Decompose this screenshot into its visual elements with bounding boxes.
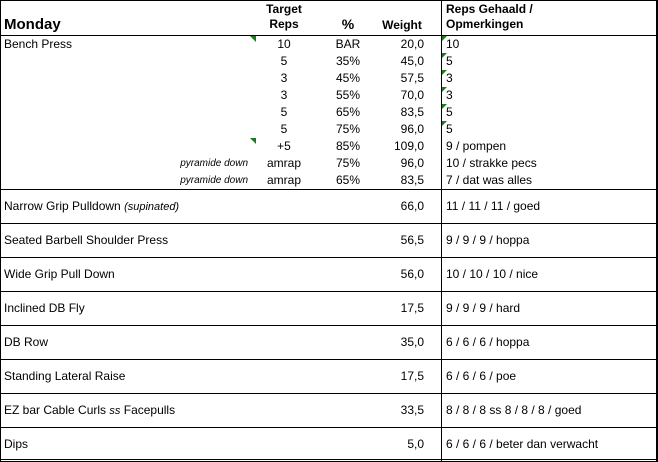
exercise-name [4,300,304,317]
exercise-name [4,266,304,283]
set-result: 5 [446,122,453,136]
row-divider [0,325,658,326]
set-note: pyramide down [180,158,248,169]
exercise-name-text: Narrow Grip Pulldown [4,199,121,213]
set-weight: 109,0 [393,139,424,153]
row-divider [0,189,658,190]
exercise-weight: 33,5 [400,403,424,417]
exercise-weight: 5,0 [407,437,424,451]
set-result: 10 / strakke pecs [446,156,537,170]
row-divider [0,223,658,224]
target-reps-header-line2: Reps [269,17,299,31]
exercise-weight: 17,5 [400,369,424,383]
column-divider [441,0,442,462]
exercise-result: 11 / 11 / 11 / goed [446,199,541,213]
set-percent: 65% [335,105,361,119]
exercise-qualifier: ss [109,405,121,417]
exercise-result: 9 / 9 / 9 / hoppa [446,233,530,247]
set-result: 5 [446,54,453,68]
exercise-name [4,436,304,453]
row-divider [0,0,658,1]
exercise-name-text: Wide Grip Pull Down [4,267,115,281]
set-percent: 85% [335,139,361,153]
comment-marker-icon [250,138,256,144]
set-weight: 83,5 [400,105,424,119]
weight-header: Weight [382,18,422,32]
row-divider [0,393,658,394]
set-weight: 96,0 [400,156,424,170]
set-target-reps: 5 [280,122,288,136]
exercise-result: 6 / 6 / 6 / poe [446,369,517,383]
set-target-reps: 10 [277,37,291,51]
exercise-result: 8 / 8 / 8 ss 8 / 8 / 8 / goed [446,403,582,417]
exercise-name [4,198,304,216]
set-target-reps: 3 [280,71,288,85]
day-title: Monday [4,16,61,33]
exercise-name-text: Seated Barbell Shoulder Press [4,233,169,247]
set-result: 3 [446,88,453,102]
set-target-reps: amrap [266,156,301,170]
row-divider [0,359,658,360]
exercise-name-text: Dips [4,437,29,451]
target-reps-header-line1: Target [266,2,302,16]
set-weight: 70,0 [400,88,424,102]
set-result: 3 [446,71,453,85]
notes-header-line2: Opmerkingen [446,17,524,31]
exercise-name [4,368,304,385]
exercise-name-text: DB Row [4,335,49,349]
set-target-reps: amrap [266,173,301,187]
set-percent: 45% [335,71,361,85]
set-weight: 83,5 [400,173,424,187]
set-percent: 55% [335,88,361,102]
set-note: pyramide down [180,175,248,186]
set-weight: 57,5 [400,71,424,85]
exercise-result: 6 / 6 / 6 / hoppa [446,335,530,349]
exercise-weight: 35,0 [400,335,424,349]
set-target-reps: 5 [280,105,288,119]
exercise-qualifier: (supinated) [124,201,180,213]
set-percent: 65% [335,173,361,187]
exercise-result: 10 / 10 / 10 / nice [446,267,539,281]
set-result: 9 / pompen [446,139,507,153]
exercise-weight: 56,5 [400,233,424,247]
exercise-name [4,232,304,249]
set-weight: 20,0 [400,37,424,51]
set-target-reps: 5 [280,54,288,68]
exercise-name-second: Facepulls [123,403,176,417]
set-target-reps: 3 [280,88,288,102]
notes-header [446,2,586,32]
row-divider [0,291,658,292]
exercise-name [4,402,304,420]
exercise-name-text: Inclined DB Fly [4,301,85,315]
percent-header: % [341,16,355,32]
row-divider [0,257,658,258]
set-target-reps: +5 [277,139,291,153]
notes-header-line1: Reps Gehaald / [446,2,533,16]
set-weight: 45,0 [400,54,424,68]
exercise-name: Bench Press [4,37,73,51]
exercise-result: 6 / 6 / 6 / beter dan verwacht [446,437,599,451]
set-percent: 35% [335,54,361,68]
set-result: 7 / dat was alles [446,173,533,187]
set-result: 5 [446,105,453,119]
set-percent: 75% [335,156,361,170]
column-divider [0,0,1,462]
target-reps-header [256,2,312,32]
exercise-result: 9 / 9 / 9 / hard [446,301,521,315]
set-weight: 96,0 [400,122,424,136]
row-divider [0,459,658,460]
set-percent: BAR [335,37,361,51]
row-divider [0,35,658,36]
set-result: 10 [446,37,460,51]
exercise-name-text: Standing Lateral Raise [4,369,126,383]
exercise-name-text: EZ bar Cable Curls [4,403,107,417]
row-divider [0,427,658,428]
exercise-weight: 56,0 [400,267,424,281]
comment-marker-icon [250,36,256,42]
exercise-weight: 66,0 [400,199,424,213]
set-percent: 75% [335,122,361,136]
exercise-weight: 17,5 [400,301,424,315]
column-divider [656,0,657,462]
exercise-name [4,334,304,351]
